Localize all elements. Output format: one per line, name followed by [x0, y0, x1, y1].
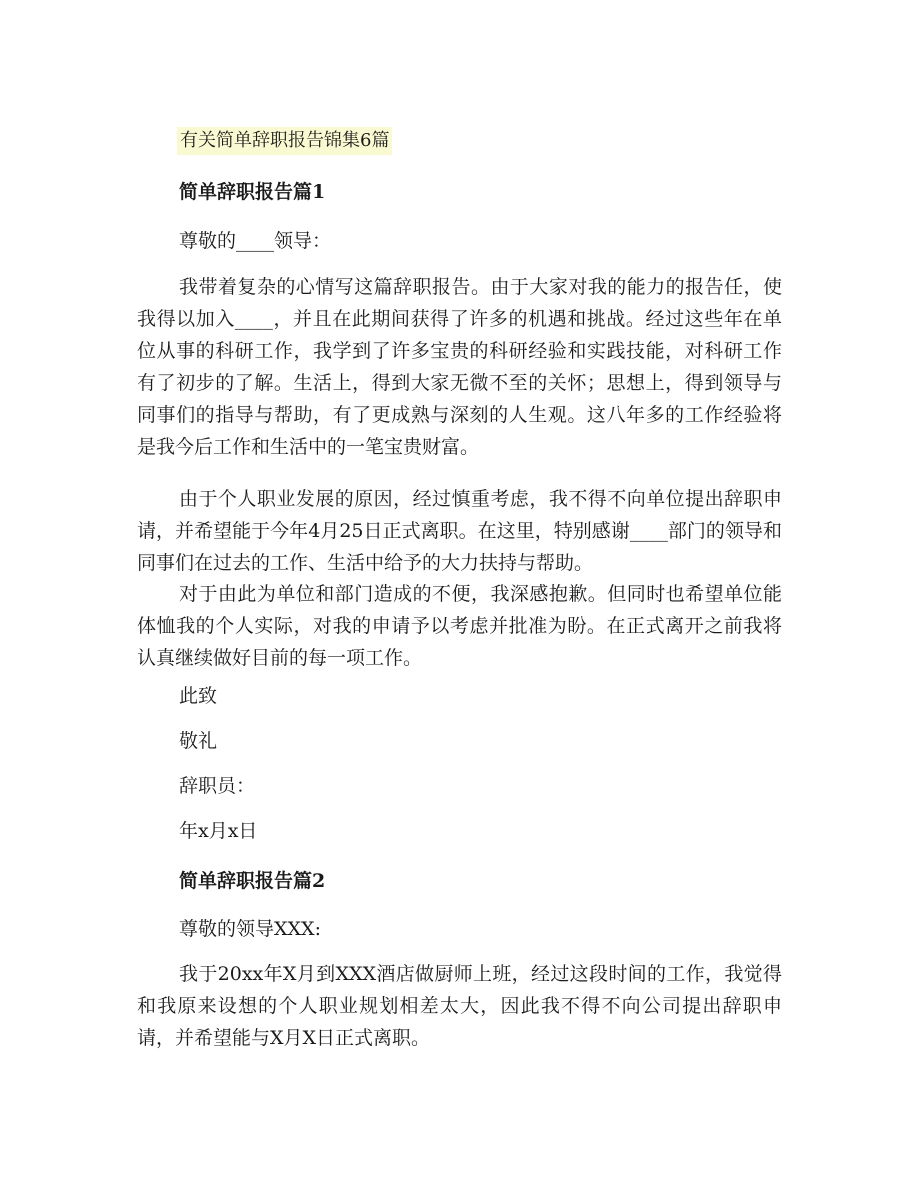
- salutation-1: 尊敬的____领导：: [179, 230, 332, 252]
- document-title: 有关简单辞职报告锦集6篇: [177, 127, 392, 155]
- closing-line: 敬礼: [179, 730, 218, 752]
- section-heading-2: 简单辞职报告篇2: [179, 870, 326, 892]
- salutation-2: 尊敬的领导XXX:: [179, 918, 321, 940]
- body-paragraph: 对于由此为单位和部门造成的不便，我深感抱歉。但同时也希望单位能体恤我的个人实际，对我的申请予以考虑并批准为盼。在正式离开之前我将认真继续做好目前的每一项工作。: [137, 583, 782, 669]
- body-paragraph: 我于20xx年X月到XXX酒店做厨师上班，经过这段时间的工作，我觉得和我原来设想的个人职业规划相差太大，因此我不得不向公司提出辞职申请，并希望能与X月X日正式离职。: [137, 963, 782, 1049]
- closing-line: 此致: [179, 685, 218, 707]
- date-line: 年x月x日: [179, 820, 258, 842]
- body-paragraph: 我带着复杂的心情写这篇辞职报告。由于大家对我的能力的报告任，使我得以加入____，并且在此期间获得了许多的机遇和挑战。经过这些年在单位从事的科研工作，我学到了许多宝贵的科研经验和实践技能，对科研工作有了初步的了解。生活上，得到大家无微不至的关怀；思想上，得到领导与同事们的指导与帮助，有了更成熟与深刻的人生观。这八年多的工作经验将是我今后工作和生活中的一笔宝贵财富。: [137, 276, 782, 458]
- section-heading-1: 简单辞职报告篇1: [179, 181, 326, 203]
- signer-line: 辞职员：: [179, 775, 256, 797]
- body-paragraph: 由于个人职业发展的原因，经过慎重考虑，我不得不向单位提出辞职申请，并希望能于今年4月25日正式离职。在这里，特别感谢____部门的领导和同事们在过去的工作、生活中给予的大力扶持与帮助。: [137, 488, 782, 574]
